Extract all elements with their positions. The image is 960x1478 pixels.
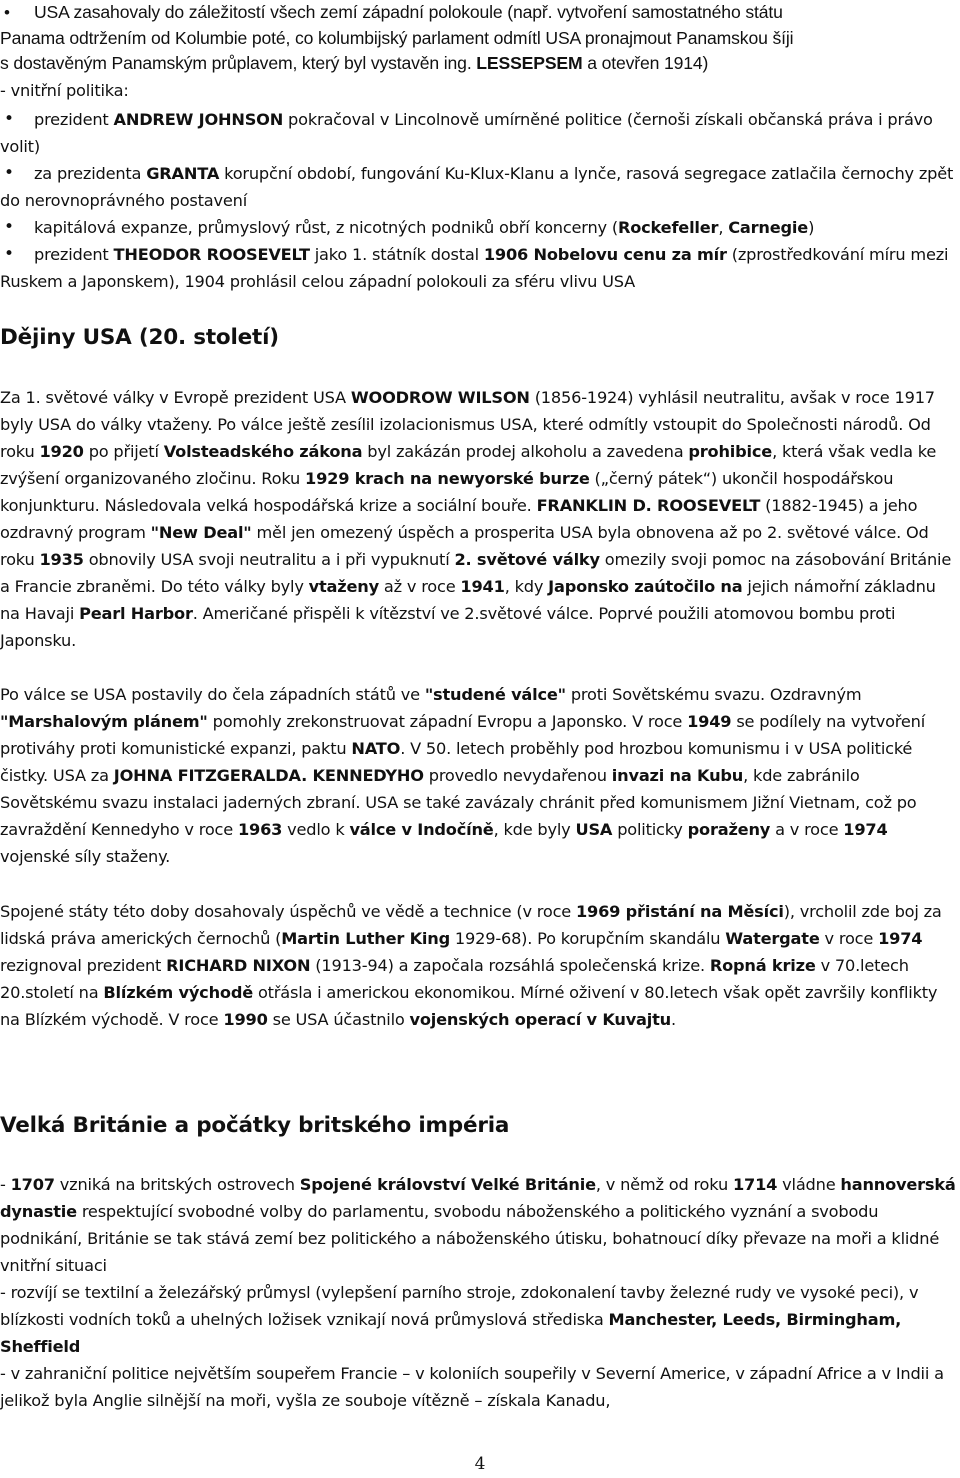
text-bold: 1963 xyxy=(237,820,283,839)
text-bold: hannoverská dynastie xyxy=(0,1175,956,1221)
text: - v zahraniční politice největším soupeřem Francie – v koloniích soupeřily v Severní Americe, v západní Africe a v Indii a jelikož byla Anglie silnější na moři, vyšla ze souboje vítězně – získala Kanadu, xyxy=(0,1364,944,1410)
text-bold: Carnegie xyxy=(728,218,809,237)
paragraph-late-century xyxy=(0,898,960,1033)
text: („černý pátek“) ukončil hospodářskou konjunkturu. Následovala velká hospodářská krize a sociální bouře. xyxy=(0,469,894,515)
text: Po válce se USA postavily do čela západních států ve xyxy=(0,685,425,704)
text: (1856-1924) vyhlásil neutralitu, avšak v roce 1917 byly USA do války vtaženy. Po válce ještě zesílil izolacionismus USA, které odmítly vstoupit do Společnosti národů. Od roku xyxy=(0,388,935,461)
text-bold: Manchester, Leeds, Birmingham, Sheffield xyxy=(0,1310,902,1356)
section-heading-britain: Velká Británie a počátky britského impéria xyxy=(0,1113,510,1138)
text: proti Sovětskému svazu. Ozdravným xyxy=(565,685,862,704)
paragraph-cold-war xyxy=(0,681,960,870)
text-bold: Spojené království Velké Británie xyxy=(299,1175,596,1194)
text: vládne xyxy=(777,1175,841,1194)
text: prezident xyxy=(34,110,114,129)
text: . xyxy=(671,1010,676,1029)
text: - rozvíjí se textilní a železářský průmysl (vylepšení parního stroje, zdokonalení tavby železné rudy ve vysoké peci), v blízkosti vodních toků a uhelných ložisek vznikají nová průmyslová střediska xyxy=(0,1283,919,1329)
text-bold: WOODROW WILSON xyxy=(350,388,530,407)
dash-item xyxy=(0,1171,960,1279)
text: vedlo k xyxy=(282,820,350,839)
text: s dostavěným Panamským průplavem, který byl vystavěn ing. xyxy=(0,53,477,73)
text: respektující svobodné volby do parlamentu, svobodu náboženského a politického vyznání a svobodu podnikání, Británie se tak stává zemí bez politického a náboženského útisku, bohatnoucí díky převaze na moři a klidné vnitřní situaci xyxy=(0,1202,940,1275)
text: a otevřen 1914) xyxy=(582,53,709,73)
text-bold: 1920 xyxy=(39,442,84,461)
text-bold: 1974 xyxy=(843,820,888,839)
text: , kde zabránilo Sovětskému svazu instalaci jaderných zbraní. USA se také zavázaly chránit před komunismem Jižní Vietnam, což po zavraždění Kennedyho v roce xyxy=(0,766,917,839)
text-bold: GRANTA xyxy=(146,164,220,183)
text-bold: 1949 xyxy=(687,712,732,731)
text: za prezidenta xyxy=(34,164,147,183)
text: pomohly zrekonstruovat západní Evropu a Japonsko. V roce xyxy=(207,712,688,731)
domestic-policy-list xyxy=(0,106,960,295)
text-bold: 1707 xyxy=(10,1175,55,1194)
bullet-item xyxy=(0,241,960,295)
text-bold: 1974 xyxy=(878,929,923,948)
text-bold: 1941 xyxy=(460,577,505,596)
text-bold: LESSEPSEM xyxy=(476,53,583,73)
text: až v roce xyxy=(378,577,461,596)
text: vzniká na britských ostrovech xyxy=(54,1175,300,1194)
bullet-item xyxy=(0,160,960,214)
bullet-panama xyxy=(0,0,960,77)
text: Spojené státy této doby dosahovaly úspěchů ve vědě a technice (v roce xyxy=(0,902,576,921)
bullet-item xyxy=(0,214,960,241)
section-heading-usa-20th: Dějiny USA (20. století) xyxy=(0,325,279,350)
text: rezignoval prezident xyxy=(0,956,167,975)
text: , kdy xyxy=(504,577,549,596)
text: ), vrcholil zde boj za lidská práva amerických černochů ( xyxy=(0,902,942,948)
text-bold: NATO xyxy=(351,739,401,758)
text: po přijetí xyxy=(83,442,164,461)
text-bold: 1990 xyxy=(223,1010,268,1029)
text-bold: "New Deal" xyxy=(150,523,252,542)
text: jejich námořní základnu na Havaji xyxy=(0,577,936,623)
text-bold: vtaženy xyxy=(308,577,379,596)
text: vojenské síly staženy. xyxy=(0,847,171,866)
text-bold: 1935 xyxy=(39,550,84,569)
text: , xyxy=(718,218,729,237)
text: v 70.letech 20.století na xyxy=(0,956,909,1002)
text: se podílely na vytvoření protiváhy proti komunistické expanzi, paktu xyxy=(0,712,926,758)
text: , která však vedla ke zvýšení organizovaného zločinu. Roku xyxy=(0,442,937,488)
text-bold: Pearl Harbor xyxy=(79,604,193,623)
text-bold: 1906 Nobelovu cenu za mír xyxy=(483,245,727,264)
britain-list xyxy=(0,1171,960,1414)
text-bold: Japonsko zaútočilo na xyxy=(548,577,743,596)
paragraph-ww1-ww2 xyxy=(0,384,960,654)
text: Panama odtržením od Kolumbie poté, co kolumbijský parlament odmítl USA pronajmout Panamskou šíji xyxy=(0,27,794,48)
text-bold: prohibice xyxy=(688,442,773,461)
text: pokračoval v Lincolnově umírněné politice (černoši získali občanská práva i právo volit) xyxy=(0,110,933,156)
text: , v němž od roku xyxy=(595,1175,733,1194)
text: v roce xyxy=(819,929,879,948)
text: ) xyxy=(808,218,815,237)
text: jako 1. státník dostal xyxy=(309,245,484,264)
text-bold: Ropná krize xyxy=(709,956,816,975)
text-bold: 1929 krach na newyorské burze xyxy=(305,469,590,488)
text: - xyxy=(0,1175,11,1194)
text: . Američané přispěli k vítězství ve 2.světové válce. Poprvé použili atomovou bombu proti Japonsku. xyxy=(0,604,896,650)
text: . V 50. letech proběhly pod hrozbou komunismu i v USA politické čistky. USA za xyxy=(0,739,913,785)
text-bold: 1714 xyxy=(732,1175,778,1194)
text-bold: poraženy xyxy=(687,820,771,839)
text: otřásla i americkou ekonomikou. Mírné oživení v 80.letech však opět završily konflikty na Blízkém východě. V roce xyxy=(0,983,938,1029)
dash-item xyxy=(0,1360,960,1414)
text-bold: vojenských operací v Kuvajtu xyxy=(409,1010,671,1029)
domestic-policy-heading: - vnitřní politika: xyxy=(0,81,129,100)
text: (zprostředkování míru mezi Ruskem a Japonskem), 1904 prohlásil celou západní polokouli za sféru vlivu USA xyxy=(0,245,949,291)
text: 1929-68). Po korupčním skandálu xyxy=(449,929,726,948)
text: měl jen omezený úspěch a prosperita USA byla obnovena až po 2. světové válce. Od roku xyxy=(0,523,929,569)
text-bold: "studené válce" xyxy=(424,685,566,704)
text: , kde byly xyxy=(493,820,576,839)
text-bold: ANDREW JOHNSON xyxy=(113,110,284,129)
text-bold: USA xyxy=(575,820,613,839)
text-bold: FRANKLIN D. ROOSEVELT xyxy=(536,496,761,515)
text: Za 1. světové války v Evropě prezident USA xyxy=(0,388,351,407)
text-bold: Rockefeller xyxy=(617,218,719,237)
text: (1882-1945) a jeho ozdravný program xyxy=(0,496,918,542)
text-bold: Martin Luther King xyxy=(281,929,450,948)
text: (1913-94) a započala rozsáhlá společenská krize. xyxy=(310,956,710,975)
text-bold: THEODOR ROOSEVELT xyxy=(113,245,310,264)
text-bold: RICHARD NIXON xyxy=(166,956,311,975)
text-bold: JOHNA FITZGERALDA. KENNEDYHO xyxy=(113,766,424,785)
text-bold: 2. světové války xyxy=(454,550,600,569)
text-bold: válce v Indočíně xyxy=(349,820,494,839)
text: se USA účastnilo xyxy=(267,1010,410,1029)
text-bold: Watergate xyxy=(725,929,820,948)
text: korupční období, fungování Ku-Klux-Klanu a lynče, rasová segregace zatlačila černochy zpět do nerovnoprávného postavení xyxy=(0,164,954,210)
text: obnovily USA svoji neutralitu a i při vypuknutí xyxy=(83,550,455,569)
bullet-item xyxy=(0,106,960,160)
bullet-item xyxy=(0,0,960,77)
page-number: 4 xyxy=(474,1454,486,1474)
text-bold: Blízkém východě xyxy=(103,983,253,1002)
text: prezident xyxy=(34,245,114,264)
text: byl zakázán prodej alkoholu a zavedena xyxy=(362,442,689,461)
text-bold: "Marshalovým plánem" xyxy=(0,712,208,731)
text-bold: 1969 přistání na Měsíci xyxy=(575,902,784,921)
text: provedlo nevydařenou xyxy=(423,766,612,785)
text: politicky xyxy=(612,820,688,839)
dash-item xyxy=(0,1279,960,1360)
text: omezily svoji pomoc na zásobování Británie a Francie zbraněmi. Do této války byly xyxy=(0,550,952,596)
text-bold: invazi na Kubu xyxy=(611,766,744,785)
text: USA zasahovaly do záležitostí všech zemí západní polokoule (např. vytvoření samostatného státu xyxy=(34,2,783,22)
text: kapitálová expanze, průmyslový růst, z nicotných podniků obří koncerny ( xyxy=(34,218,618,237)
text: a v roce xyxy=(770,820,844,839)
text-bold: Volsteadského zákona xyxy=(163,442,363,461)
